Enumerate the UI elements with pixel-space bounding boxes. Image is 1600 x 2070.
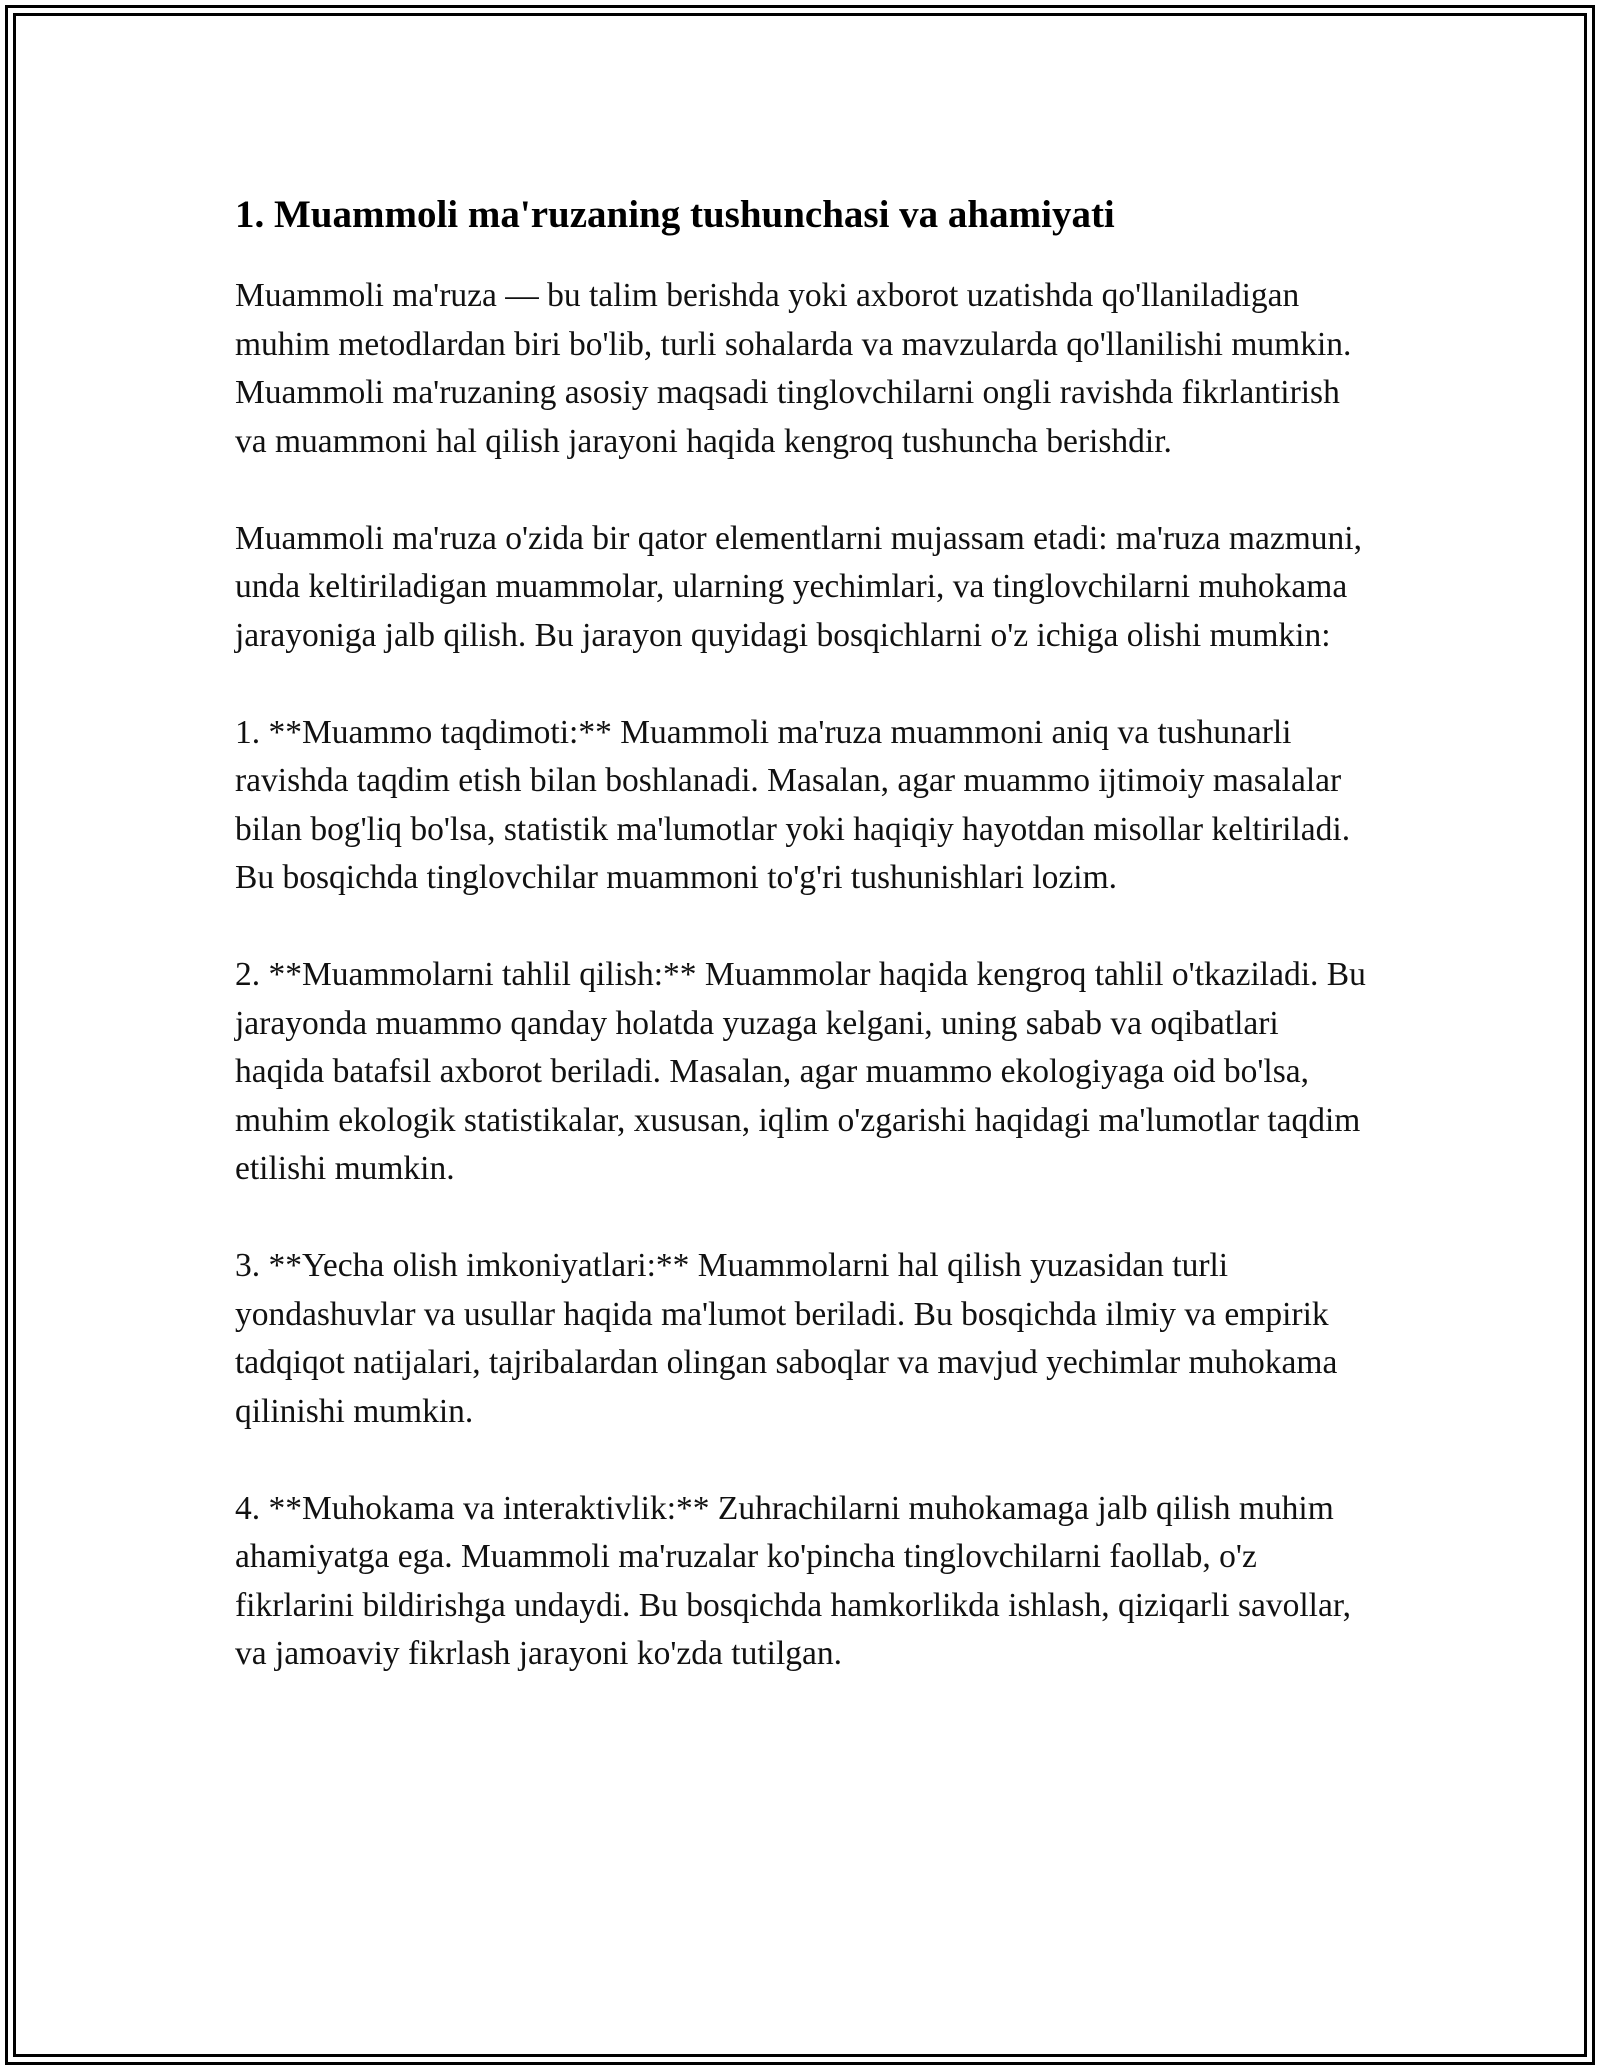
document-body [235, 182, 1375, 1679]
section-heading: 1. Muammoli ma'ruzaning tushunchasi va ahamiyati [235, 193, 1115, 236]
paragraph-intro: Muammoli ma'ruza — bu talim berishda yoki axborot uzatishda qo'llaniladigan muhim metodlardan biri bo'lib, turli sohalarda va mavzularda qo'llanilishi mumkin. Muammoli ma'ruzaning asosiy maqsadi tinglovchilarni ongli ravishda fikrlantirish va muammoni hal qilish jarayoni haqida kengroq tushuncha berishdir. [235, 277, 1352, 460]
paragraph-elements: Muammoli ma'ruza o'zida bir qator elementlarni mujassam etadi: ma'ruza mazmuni, unda keltiriladigan muammolar, ularning yechimlari, va tinglovchilarni muhokama jarayoniga jalb qilish. Bu jarayon quyidagi bosqichlarni o'z ichiga olishi mumkin: [235, 519, 1362, 654]
list-item-problem-analysis: 2. **Muammolarni tahlil qilish:** Muammolar haqida kengroq tahlil o'tkaziladi. Bu jarayonda muammo qanday holatda yuzaga kelgani, uning sabab va oqibatlari haqida batafsil axborot beriladi. Masalan, agar muammo ekologiyaga oid bo'lsa, muhim ekologik statistikalar, xususan, iqlim o'zgarishi haqidagi ma'lumotlar taqdim etilishi mumkin. [235, 956, 1366, 1187]
list-item-discussion: 4. **Muhokama va interaktivlik:** Zuhrachilarni muhokamaga jalb qilish muhim ahamiyatga ega. Muammoli ma'ruzalar ko'pincha tinglovchilarni faollab, o'z fikrlarini bildirishga undaydi. Bu bosqichda hamkorlikda ishlash, qiziqarli savollar, va jamoaviy fikrlash jarayoni ko'zda tutilgan. [235, 1489, 1352, 1672]
list-item-problem-presentation: 1. **Muammo taqdimoti:** Muammoli ma'ruza muammoni aniq va tushunarli ravishda taqdim etish bilan boshlanadi. Masalan, agar muammo ijtimoiy masalalar bilan bog'liq bo'lsa, statistik ma'lumotlar yoki haqiqiy hayotdan misollar keltiriladi. Bu bosqichda tinglovchilar muammoni to'g'ri tushunishlari lozim. [235, 713, 1351, 896]
list-item-solution-options: 3. **Yecha olish imkoniyatlari:** Muammolarni hal qilish yuzasidan turli yondashuvlar va usullar haqida ma'lumot beriladi. Bu bosqichda ilmiy va empirik tadqiqot natijalari, tajribalardan olingan saboqlar va mavjud yechimlar muhokama qilinishi mumkin. [235, 1247, 1338, 1430]
